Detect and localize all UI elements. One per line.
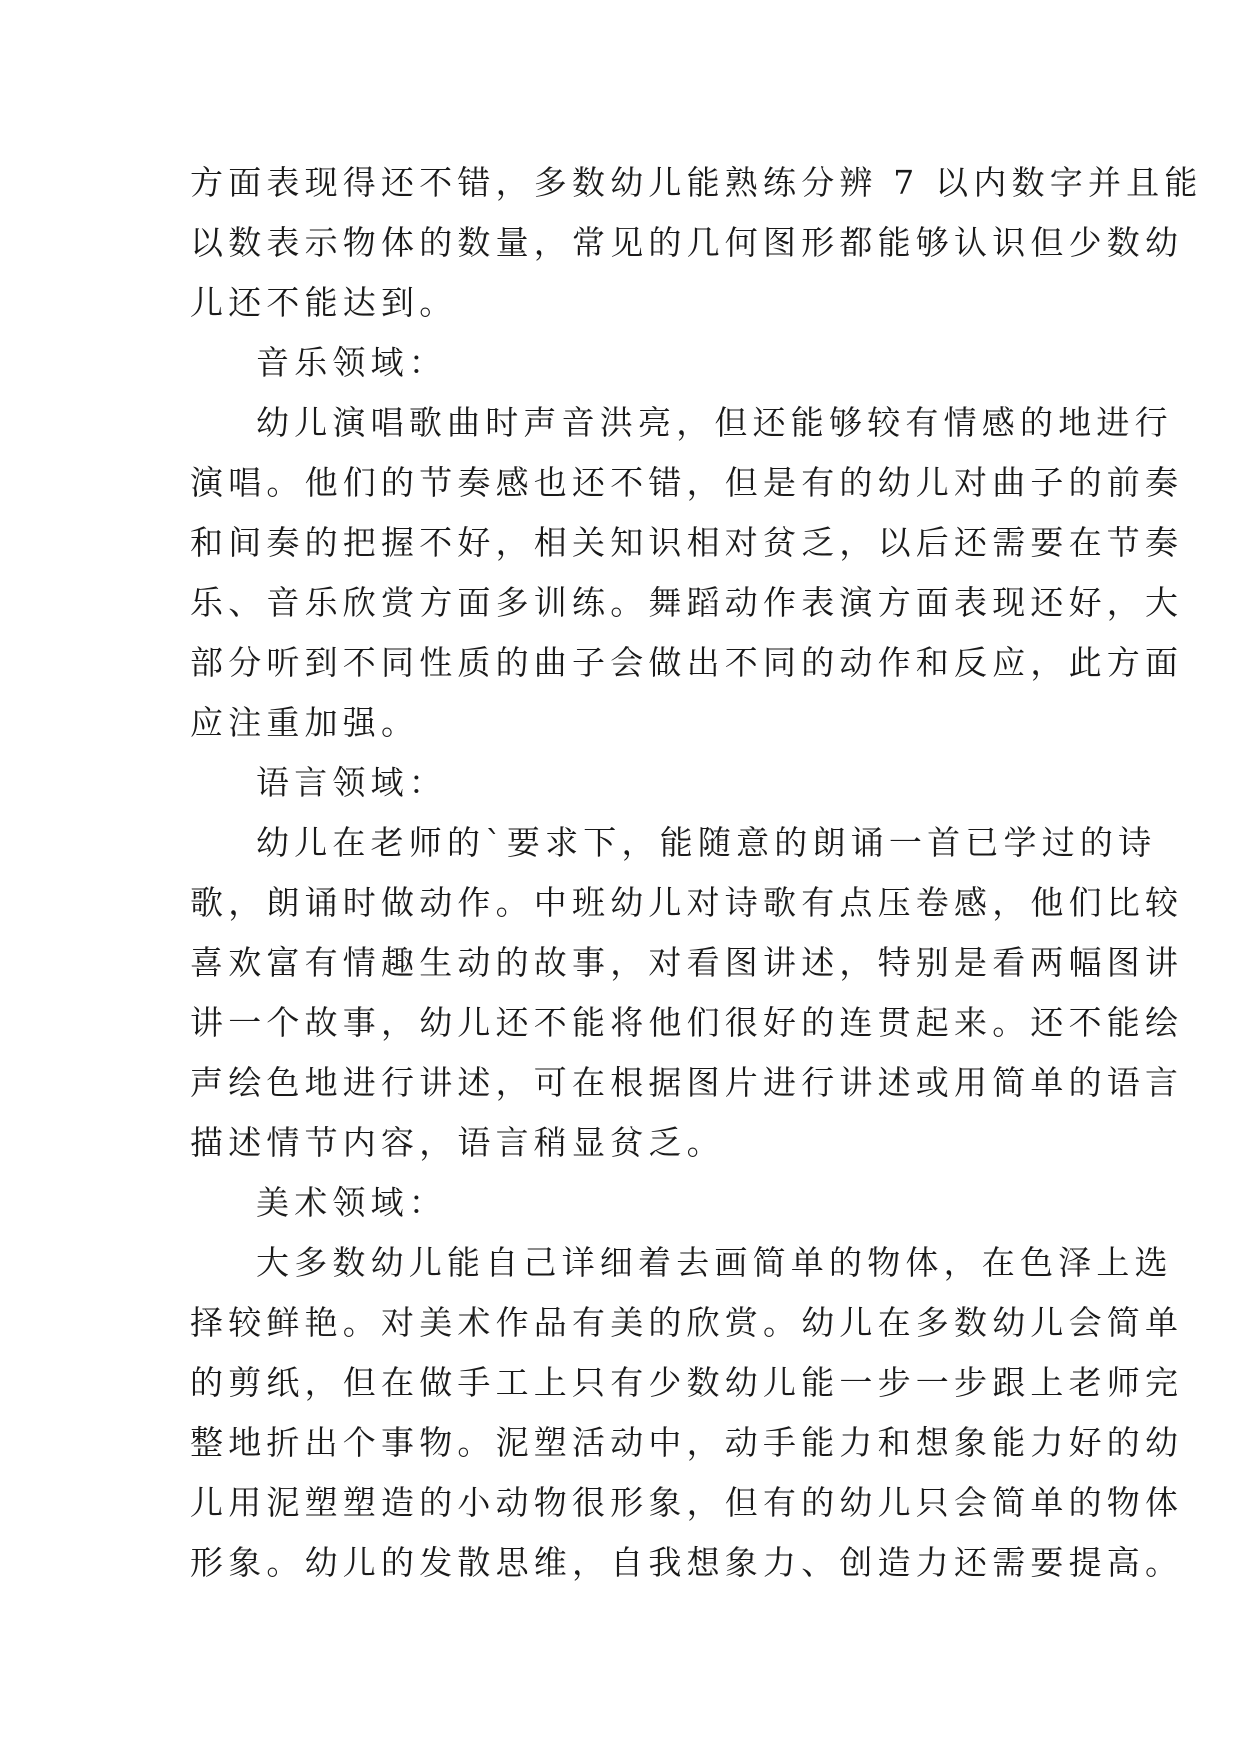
paragraph-start: 幼儿演唱歌曲时声音洪亮，但还能够较有情感的地进行 xyxy=(256,403,1173,442)
document-body xyxy=(190,153,1203,1593)
text-line: 方面表现得还不错，多数幼儿能熟练分辨 7 以内数字并且能 xyxy=(190,163,1203,202)
text-line: 应注重加强。 xyxy=(190,703,420,742)
text-line: 喜欢富有情趣生动的故事，对看图讲述，特别是看两幅图讲 xyxy=(190,943,1184,982)
text-line: 形象。幼儿的发散思维，自我想象力、创造力还需要提高。 xyxy=(190,1543,1184,1582)
text-line: 演唱。他们的节奏感也还不错，但是有的幼儿对曲子的前奏 xyxy=(190,463,1184,502)
text-line: 乐、音乐欣赏方面多训练。舞蹈动作表演方面表现还好，大 xyxy=(190,583,1184,622)
text-line: 整地折出个事物。泥塑活动中，动手能力和想象能力好的幼 xyxy=(190,1423,1184,1462)
text-line: 和间奏的把握不好，相关知识相对贫乏，以后还需要在节奏 xyxy=(190,523,1184,562)
text-line: 儿还不能达到。 xyxy=(190,283,458,322)
text-line: 的剪纸，但在做手工上只有少数幼儿能一步一步跟上老师完 xyxy=(190,1363,1184,1402)
text-line: 儿用泥塑塑造的小动物很形象，但有的幼儿只会简单的物体 xyxy=(190,1483,1184,1522)
text-line: 讲一个故事，幼儿还不能将他们很好的连贯起来。还不能绘 xyxy=(190,1003,1184,1042)
paragraph-start: 大多数幼儿能自己详细着去画简单的物体，在色泽上选 xyxy=(256,1243,1173,1282)
section-heading-art: 美术领域： xyxy=(256,1183,447,1222)
section-heading-language: 语言领域： xyxy=(256,763,447,802)
paragraph-start: 幼儿在老师的`要求下，能随意的朗诵一首已学过的诗 xyxy=(256,823,1157,862)
text-line: 声绘色地进行讲述，可在根据图片进行讲述或用简单的语言 xyxy=(190,1063,1184,1102)
text-line: 描述情节内容，语言稍显贫乏。 xyxy=(190,1123,725,1162)
text-line: 择较鲜艳。对美术作品有美的欣赏。幼儿在多数幼儿会简单 xyxy=(190,1303,1184,1342)
text-line: 以数表示物体的数量，常见的几何图形都能够认识但少数幼 xyxy=(190,223,1184,262)
text-line: 部分听到不同性质的曲子会做出不同的动作和反应，此方面 xyxy=(190,643,1184,682)
section-heading-music: 音乐领域： xyxy=(256,343,447,382)
text-line: 歌，朗诵时做动作。中班幼儿对诗歌有点压卷感，他们比较 xyxy=(190,883,1184,922)
